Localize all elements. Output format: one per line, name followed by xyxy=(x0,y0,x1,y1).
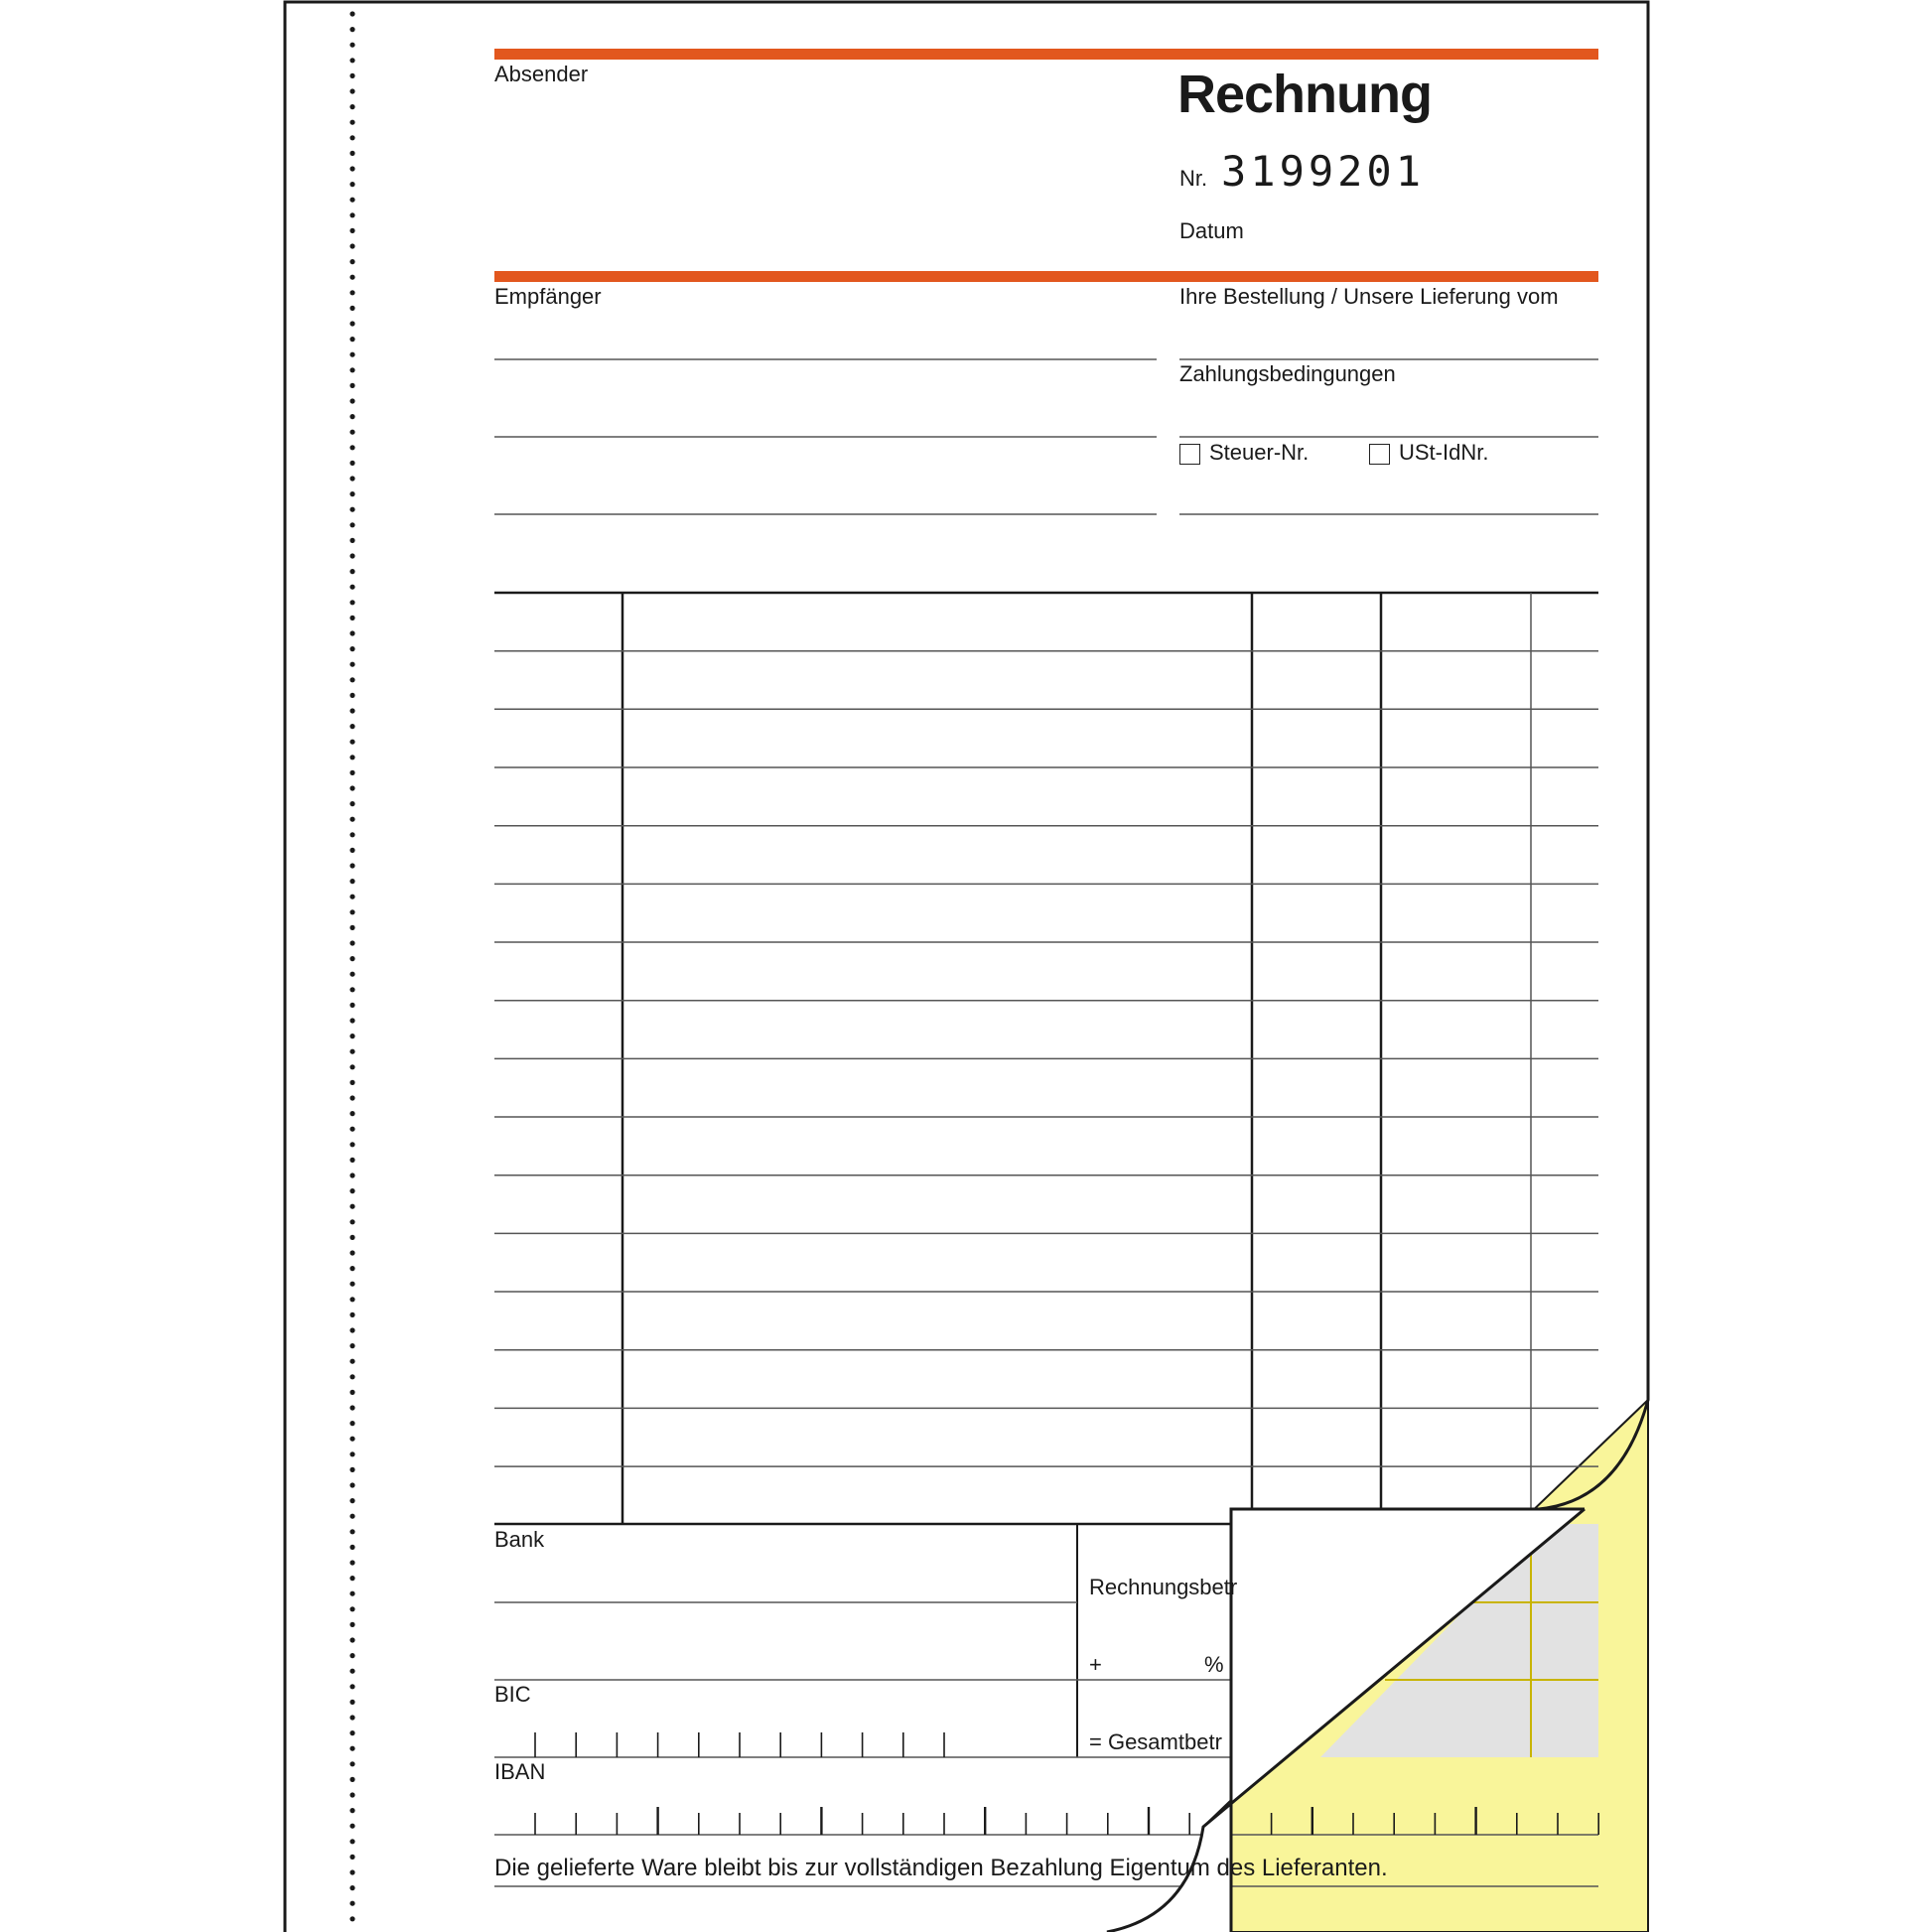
perforation-dot xyxy=(349,1498,354,1503)
perforation-dot xyxy=(349,182,354,187)
perforation-dot xyxy=(349,321,354,326)
perforation-dot xyxy=(349,925,354,930)
perforation-dot xyxy=(349,1606,354,1611)
perforation-dot xyxy=(349,662,354,667)
perforation-dot xyxy=(349,1390,354,1395)
bic-label[interactable]: BIC xyxy=(494,1682,531,1707)
perforation-dot xyxy=(349,198,354,203)
perforation-dot xyxy=(349,569,354,574)
perforation-dot xyxy=(349,1064,354,1069)
perforation-dot xyxy=(349,630,354,635)
perforation-dot xyxy=(349,1560,354,1565)
perforation-dot xyxy=(349,1158,354,1163)
perforation-dot xyxy=(349,1188,354,1193)
invoice-number-label: Nr. xyxy=(1179,166,1208,191)
perforation-dot xyxy=(349,1034,354,1038)
perforation-dot xyxy=(349,740,354,745)
perforation-dot xyxy=(349,693,354,698)
perforation-dot xyxy=(349,306,354,311)
perforation-dot xyxy=(349,1095,354,1100)
orange-bar-top xyxy=(494,49,1598,60)
perforation-dot xyxy=(349,27,354,32)
perforation-dot xyxy=(349,1514,354,1519)
perforation-dot xyxy=(349,522,354,527)
perforation-dot xyxy=(349,275,354,280)
perforation-dot xyxy=(349,290,354,295)
perforation-dot xyxy=(349,11,354,16)
perforation-dot xyxy=(349,646,354,651)
perforation-dot xyxy=(349,1916,354,1921)
perforation-dot xyxy=(349,585,354,590)
perforation-dot xyxy=(349,1885,354,1890)
plus-sign: + xyxy=(1089,1652,1102,1677)
perforation-dot xyxy=(349,1839,354,1844)
perforation-dot xyxy=(349,461,354,466)
retention-of-title-footer: Die gelieferte Ware bleibt bis zur vollständigen Bezahlung Eigentum des Lieferanten. xyxy=(494,1855,1388,1881)
perforation-dot xyxy=(349,1792,354,1797)
perforation-dot xyxy=(349,352,354,357)
perforation-dot xyxy=(349,1204,354,1209)
perforation-dot xyxy=(349,1591,354,1596)
perforation-dot xyxy=(349,398,354,403)
perforation-dot xyxy=(349,507,354,512)
perforation-dot xyxy=(349,43,354,48)
perforation-dot xyxy=(349,1018,354,1023)
perforation-dot xyxy=(349,1266,354,1271)
perforation-dot xyxy=(349,909,354,914)
perforation-dot xyxy=(349,600,354,605)
perforation-dot xyxy=(349,259,354,264)
perforation-dot xyxy=(349,755,354,759)
perforation-dot xyxy=(349,1142,354,1147)
perforation-dot xyxy=(349,104,354,109)
vat-id-checkbox[interactable] xyxy=(1369,444,1390,465)
perforation-dot xyxy=(349,1312,354,1317)
perforation-holes xyxy=(349,11,354,1921)
perforation-dot xyxy=(349,58,354,63)
perforation-dot xyxy=(349,956,354,961)
perforation-dot xyxy=(349,1327,354,1332)
perforation-dot xyxy=(349,1855,354,1860)
perforation-dot xyxy=(349,476,354,481)
perforation-dot xyxy=(349,88,354,93)
perforation-dot xyxy=(349,243,354,248)
recipient-lines xyxy=(494,359,1598,514)
perforation-dot xyxy=(349,1761,354,1766)
sender-label: Absender xyxy=(494,62,589,86)
invoice-amount-label: Rechnungsbetr xyxy=(1089,1575,1238,1599)
perforation-dot xyxy=(349,120,354,125)
perforation-dot xyxy=(349,1700,354,1705)
perforation-dot xyxy=(349,1173,354,1177)
perforation-dot xyxy=(349,1282,354,1287)
perforation-dot xyxy=(349,73,354,78)
perforation-dot xyxy=(349,1003,354,1008)
perforation-dot xyxy=(349,1576,354,1581)
perforation-dot xyxy=(349,724,354,729)
perforation-dot xyxy=(349,1869,354,1874)
perforation-dot xyxy=(349,1421,354,1426)
perforation-dot xyxy=(349,445,354,450)
perforation-dot xyxy=(349,895,354,899)
perforation-dot xyxy=(349,1653,354,1658)
iban-label[interactable]: IBAN xyxy=(494,1759,546,1784)
perforation-dot xyxy=(349,1235,354,1240)
perforation-dot xyxy=(349,1049,354,1054)
perforation-dot xyxy=(349,1824,354,1829)
perforation-dot xyxy=(349,430,354,435)
perforation-dot xyxy=(349,616,354,621)
perforation-dot xyxy=(349,863,354,868)
perforation-dot xyxy=(349,1529,354,1534)
total-amount-label: = Gesamtbetr xyxy=(1089,1729,1222,1754)
perforation-dot xyxy=(349,848,354,853)
perforation-dot xyxy=(349,1127,354,1132)
perforation-dot xyxy=(349,972,354,977)
perforation-dot xyxy=(349,1219,354,1224)
perforation-dot xyxy=(349,708,354,713)
perforation-dot xyxy=(349,538,354,543)
perforation-dot xyxy=(349,1451,354,1456)
order-delivery-label[interactable]: Ihre Bestellung / Unsere Lieferung vom xyxy=(1179,284,1559,309)
perforation-dot xyxy=(349,1637,354,1642)
perforation-dot xyxy=(349,414,354,419)
perforation-dot xyxy=(349,879,354,884)
perforation-dot xyxy=(349,832,354,837)
tax-number-checkbox[interactable] xyxy=(1179,444,1200,465)
page-title: Rechnung xyxy=(1177,65,1432,124)
perforation-dot xyxy=(349,383,354,388)
perforation-dot xyxy=(349,1250,354,1255)
perforation-dot xyxy=(349,212,354,217)
invoice-number-value: 3199201 xyxy=(1221,147,1426,196)
perforation-dot xyxy=(349,1374,354,1379)
perforation-dot xyxy=(349,367,354,372)
perforation-dot xyxy=(349,1482,354,1487)
payment-terms-label[interactable]: Zahlungsbedingungen xyxy=(1179,361,1396,386)
item-table xyxy=(494,593,1598,1524)
perforation-dot xyxy=(349,1622,354,1627)
perforation-dot xyxy=(349,1467,354,1472)
perforation-dot xyxy=(349,166,354,171)
orange-bar-middle xyxy=(494,271,1598,282)
percent-sign: % xyxy=(1204,1652,1224,1677)
perforation-dot xyxy=(349,1730,354,1735)
perforation-dot xyxy=(349,491,354,496)
perforation-dot xyxy=(349,987,354,992)
perforation-dot xyxy=(349,801,354,806)
perforation-dot xyxy=(349,770,354,775)
perforation-dot xyxy=(349,785,354,790)
perforation-dot xyxy=(349,1746,354,1751)
perforation-dot xyxy=(349,1715,354,1720)
vat-id-label: USt-IdNr. xyxy=(1399,440,1489,465)
recipient-label[interactable]: Empfänger xyxy=(494,284,602,309)
perforation-dot xyxy=(349,940,354,945)
perforation-dot xyxy=(349,1080,354,1085)
perforation-dot xyxy=(349,1808,354,1813)
perforation-dot xyxy=(349,1405,354,1410)
perforation-dot xyxy=(349,1111,354,1116)
date-field-label[interactable]: Datum xyxy=(1179,218,1244,243)
perforation-dot xyxy=(349,1359,354,1364)
perforation-dot xyxy=(349,1545,354,1550)
perforation-dot xyxy=(349,228,354,233)
perforation-dot xyxy=(349,817,354,822)
tax-number-label: Steuer-Nr. xyxy=(1209,440,1310,465)
perforation-dot xyxy=(349,1343,354,1348)
perforation-dot xyxy=(349,1684,354,1689)
bank-label[interactable]: Bank xyxy=(494,1527,545,1552)
perforation-dot xyxy=(349,151,354,156)
perforation-dot xyxy=(349,1669,354,1674)
perforation-dot xyxy=(349,677,354,682)
perforation-dot xyxy=(349,1777,354,1782)
perforation-dot xyxy=(349,1297,354,1302)
perforation-dot xyxy=(349,553,354,558)
perforation-dot xyxy=(349,1437,354,1442)
perforation-dot xyxy=(349,337,354,342)
perforation-dot xyxy=(349,135,354,140)
perforation-dot xyxy=(349,1901,354,1906)
